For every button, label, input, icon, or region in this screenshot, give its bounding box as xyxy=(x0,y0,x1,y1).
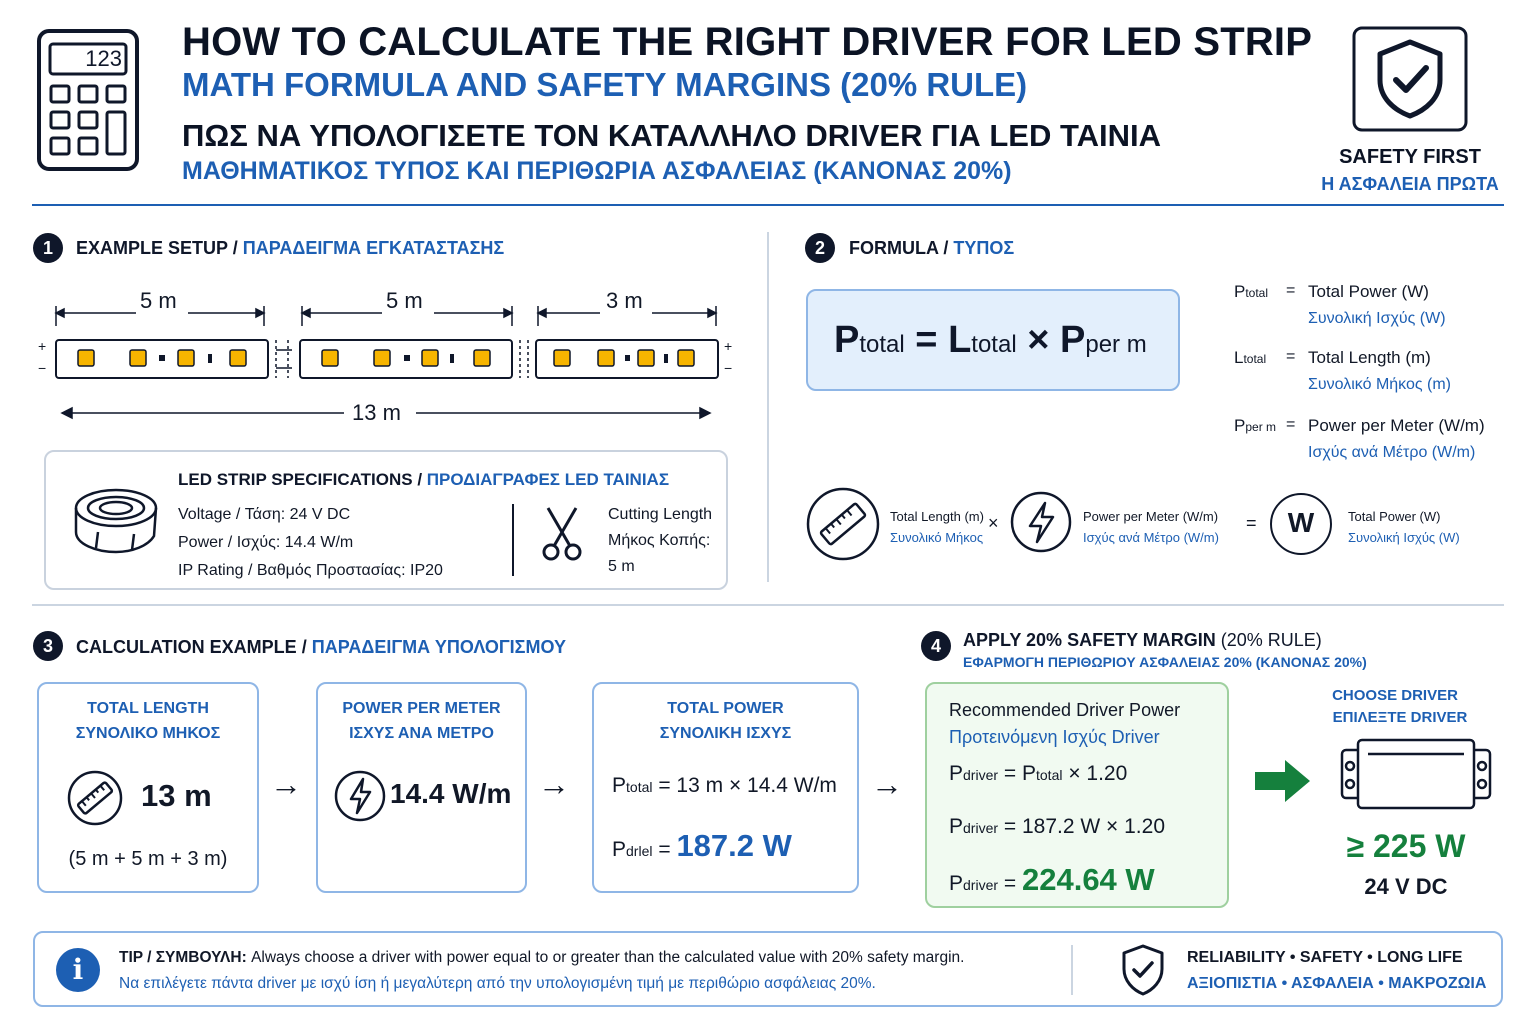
spec-title: LED STRIP SPECIFICATIONS xyxy=(178,470,413,489)
spec-voltage: Voltage / Τάση: 24 V DC xyxy=(178,506,351,523)
total-power-card xyxy=(592,682,859,893)
spec-ip-rating: IP Rating / Βαθμός Προστασίας: IP20 xyxy=(178,562,443,579)
icon-len-label: Total Length (m) xyxy=(890,509,984,524)
legend-eq: = xyxy=(1286,416,1296,433)
spec-card xyxy=(44,450,728,590)
legend-gr: Συνολική Ισχύς (W) xyxy=(1308,310,1446,327)
recommended-driver-card xyxy=(925,682,1229,908)
formula-eq: = xyxy=(915,319,938,361)
section2-heading xyxy=(849,238,1014,259)
card3-sub: total xyxy=(626,779,653,795)
legend-sub: total xyxy=(1245,286,1269,300)
middle-divider xyxy=(32,604,1504,606)
card2-title: POWER PER METER xyxy=(342,700,501,717)
formula-p: P xyxy=(834,319,860,361)
rec-sub-total: total xyxy=(1036,767,1063,783)
rec-multiplier: × 1.20 xyxy=(1068,762,1128,785)
calculator-icon xyxy=(36,28,140,172)
rec-sub-driver: driver xyxy=(963,767,999,783)
section1-sep: / xyxy=(232,238,238,258)
page-subtitle: MATH FORMULA AND SAFETY MARGINS (20% RULE) xyxy=(182,66,1028,103)
rec-p-total: P xyxy=(1021,762,1036,785)
final-driver-power: ≥ 225 W xyxy=(1346,828,1466,864)
formula-legend-1 xyxy=(1234,282,1446,327)
step-number-1: 1 xyxy=(33,233,63,263)
cut-length-label-greek: Μήκος Κοπής: xyxy=(608,532,711,549)
legend-sub: total xyxy=(1243,352,1267,366)
rec-sub-driver2: driver xyxy=(963,820,999,836)
legend-en: Power per Meter (W/m) xyxy=(1308,416,1485,435)
section3-title-greek: ΠΑΡΑΔΕΙΓΜΑ ΥΠΟΛΟΓΙΣΜΟΥ xyxy=(311,637,566,657)
card3-expression: = 13 m × 14.4 W/m xyxy=(658,774,837,797)
formula-p2: P xyxy=(1059,319,1086,361)
segment-3-length: 3 m xyxy=(606,288,643,313)
rec-eq2: = xyxy=(1003,815,1017,838)
lightning-icon xyxy=(334,770,386,822)
card3-title-greek: ΣΥΝΟΛΙΚΗ ΙΣΧΥΣ xyxy=(659,725,792,742)
legend-eq: = xyxy=(1286,348,1296,365)
section2-sep: / xyxy=(943,238,949,258)
rec-title-greek: Προτεινόμενη Ισχύς Driver xyxy=(949,727,1160,747)
choose-driver-label-greek: ΕΠΙΛΕΞΤΕ DRIVER xyxy=(1332,709,1468,726)
formula-legend-3 xyxy=(1234,416,1485,461)
total-length-label: 13 m xyxy=(352,400,401,425)
led-reel-icon xyxy=(72,484,162,560)
arrow-right-icon: → xyxy=(538,766,570,802)
formula-l: L xyxy=(948,319,972,361)
formula xyxy=(834,319,1147,362)
legend-sym: P xyxy=(1234,416,1246,435)
section3-sep: / xyxy=(301,637,307,657)
tip-text-line xyxy=(119,949,964,967)
spec-heading xyxy=(178,470,669,490)
rec-sub-driver3: driver xyxy=(963,877,999,893)
rec-line1 xyxy=(949,762,1127,786)
tip-text: Always choose a driver with power equal to or greater than the calculated value with 20% safety margin. xyxy=(251,949,965,966)
cut-length-value: 5 m xyxy=(608,558,635,575)
step-number-4: 4 xyxy=(921,631,951,661)
spec-divider xyxy=(512,504,514,576)
formula-box xyxy=(806,289,1180,391)
strip-plus-left: + xyxy=(38,338,47,354)
rec-p: P xyxy=(949,762,964,785)
reliability-label: RELIABILITY • SAFETY • LONG LIFE xyxy=(1187,949,1463,966)
section4-title-greek: ΕΦΑΡΜΟΓΗ ΠΕΡΙΘΩΡΙΟΥ ΑΣΦΑΛΕΙΑΣ 20% (ΚΑΝΟΝΑΣ 20%) xyxy=(963,654,1367,670)
legend-sym: L xyxy=(1234,348,1244,367)
cut-length-label: Cutting Length xyxy=(608,506,713,523)
info-icon xyxy=(56,948,100,992)
icon-pow-label: Power per Meter (W/m) xyxy=(1083,509,1219,524)
final-driver-voltage: 24 V DC xyxy=(1364,874,1448,899)
legend-sym: P xyxy=(1234,282,1246,301)
icon-times: × xyxy=(988,513,999,533)
page-subtitle-greek: ΜΑΘΗΜΑΤΙΚΟΣ ΤΥΠΟΣ ΚΑΙ ΠΕΡΙΘΩΡΙΑ ΑΣΦΑΛΕΙΑΣ (ΚΑΝΟΝΑΣ 20%) xyxy=(182,157,1012,185)
legend-en: Total Power (W) xyxy=(1308,282,1429,301)
header-divider xyxy=(32,204,1504,206)
spec-sep: / xyxy=(417,470,423,489)
strip-minus-right: − xyxy=(724,360,733,376)
formula-sub-perm: per m xyxy=(1085,331,1147,358)
legend-sub: per m xyxy=(1245,420,1277,434)
formula-sub-total: total xyxy=(859,331,905,358)
tip-text-greek: Να επιλέγετε πάντα driver με ισχύ ίση ή μεγαλύτερη από την υπολογισμένη τιμή με περιθώριο ασφάλειας 20%. xyxy=(119,975,876,992)
rec-p3: P xyxy=(949,872,964,895)
section3-heading xyxy=(76,637,566,658)
ruler-icon xyxy=(806,487,880,561)
scissors-icon xyxy=(540,506,584,562)
card1-title: TOTAL LENGTH xyxy=(87,700,209,717)
card1-value: 13 m xyxy=(141,778,212,813)
total-length-card xyxy=(37,682,259,893)
ruler-icon xyxy=(67,770,123,826)
card3-p: P xyxy=(612,774,627,797)
arrow-right-icon: → xyxy=(270,766,302,802)
icon-equals: = xyxy=(1246,513,1257,533)
card3-line2 xyxy=(612,828,792,864)
spec-title-greek: ΠΡΟΔΙΑΓΡΑΦΕΣ LED ΤΑΙΝΙΑΣ xyxy=(426,470,670,489)
rec-eq: = xyxy=(1003,762,1017,785)
shield-check-icon xyxy=(1352,26,1468,132)
section2-title: FORMULA xyxy=(849,238,939,258)
rec-p2: P xyxy=(949,815,964,838)
rec-result: 224.64 W xyxy=(1021,862,1155,897)
card1-note: (5 m + 5 m + 3 m) xyxy=(68,848,228,870)
card3-p2: P xyxy=(612,838,627,861)
shield-check-icon xyxy=(1120,943,1166,997)
icon-len-label-greek: Συνολικό Μήκος xyxy=(890,530,984,545)
section1-heading xyxy=(76,238,504,259)
page-title-greek: ΠΩΣ ΝΑ ΥΠΟΛΟΓΙΣΕΤΕ ΤΟΝ ΚΑΤΑΛΛΗΛΟ DRIVER ΓΙΑ LED ΤΑΙΝΙΑ xyxy=(182,118,1161,153)
watt-symbol: W xyxy=(1287,507,1315,538)
formula-sub-total-l: total xyxy=(971,331,1017,358)
card2-value: 14.4 W/m xyxy=(390,778,512,809)
step-number-3: 3 xyxy=(33,631,63,661)
card2-title-greek: ΙΣΧΥΣ ΑΝΑ ΜΕΤΡΟ xyxy=(349,725,494,742)
section4-heading xyxy=(963,630,1322,651)
icon-total-label-greek: Συνολική Ισχύς (W) xyxy=(1348,530,1460,545)
card3-result: 187.2 W xyxy=(676,828,792,863)
info-glyph: i xyxy=(72,953,84,986)
card3-eq: = xyxy=(658,838,671,861)
section2-title-greek: ΤΥΠΟΣ xyxy=(953,238,1015,258)
reliability-label-greek: ΑΞΙΟΠΙΣΤΙΑ • ΑΣΦΑΛΕΙΑ • ΜΑΚΡΟΖΩΙΑ xyxy=(1187,975,1487,992)
step-number-2: 2 xyxy=(805,233,835,263)
watt-icon xyxy=(1270,493,1332,555)
card3-line1 xyxy=(612,774,837,798)
legend-en: Total Length (m) xyxy=(1308,348,1431,367)
choose-driver-label: CHOOSE DRIVER xyxy=(1332,687,1458,704)
section4-title: APPLY 20% SAFETY MARGIN xyxy=(963,630,1216,650)
safety-label: SAFETY FIRST xyxy=(1339,146,1481,168)
lightning-icon xyxy=(1010,491,1072,553)
strip-minus-left: − xyxy=(38,360,47,376)
icon-pow-label-greek: Ισχύς ανά Μέτρο (W/m) xyxy=(1083,530,1219,545)
segment-1-length: 5 m xyxy=(140,288,177,313)
icon-total-label: Total Power (W) xyxy=(1348,509,1441,524)
tip-divider xyxy=(1071,945,1073,995)
section1-title-greek: ΠΑΡΑΔΕΙΓΜΑ ΕΓΚΑΤΑΣΤΑΣΗΣ xyxy=(242,238,505,258)
section1-title: EXAMPLE SETUP xyxy=(76,238,228,258)
rec-line2 xyxy=(949,815,1165,839)
legend-gr: Ισχύς ανά Μέτρο (W/m) xyxy=(1308,444,1476,461)
legend-eq: = xyxy=(1286,282,1296,299)
segment-2-length: 5 m xyxy=(386,288,423,313)
vertical-divider xyxy=(767,232,769,582)
led-strip-diagram xyxy=(36,282,746,432)
rec-title: Recommended Driver Power xyxy=(949,700,1181,720)
page-title: HOW TO CALCULATE THE RIGHT DRIVER FOR LED STRIP xyxy=(182,20,1313,64)
arrow-right-icon: → xyxy=(871,766,903,802)
power-per-meter-card xyxy=(316,682,527,893)
card3-title: TOTAL POWER xyxy=(667,700,784,717)
formula-times: × xyxy=(1027,319,1050,361)
legend-gr: Συνολικό Μήκος (m) xyxy=(1308,376,1452,393)
card3-sub2: drlel xyxy=(626,843,653,859)
tip-label: TIP / ΣΥΜΒΟΥΛΗ: xyxy=(119,949,247,966)
spec-power: Power / Ισχύς: 14.4 W/m xyxy=(178,534,354,551)
safety-label-greek: Η ΑΣΦΑΛΕΙΑ ΠΡΩΤΑ xyxy=(1321,174,1499,194)
green-arrow-icon xyxy=(1255,758,1311,804)
card1-title-greek: ΣΥΝΟΛΙΚΟ ΜΗΚΟΣ xyxy=(75,725,221,742)
section3-title: CALCULATION EXAMPLE xyxy=(76,637,297,657)
calculator-display: 123 xyxy=(85,46,122,71)
section4-rule: (20% RULE) xyxy=(1220,630,1322,650)
tip-bar xyxy=(33,931,1503,1007)
led-driver-icon xyxy=(1340,736,1492,814)
formula-legend-2 xyxy=(1234,348,1452,393)
rec-expression: 187.2 W × 1.20 xyxy=(1021,815,1165,838)
rec-line3 xyxy=(949,862,1155,898)
rec-eq3: = xyxy=(1003,872,1017,895)
strip-plus-right: + xyxy=(724,338,733,354)
